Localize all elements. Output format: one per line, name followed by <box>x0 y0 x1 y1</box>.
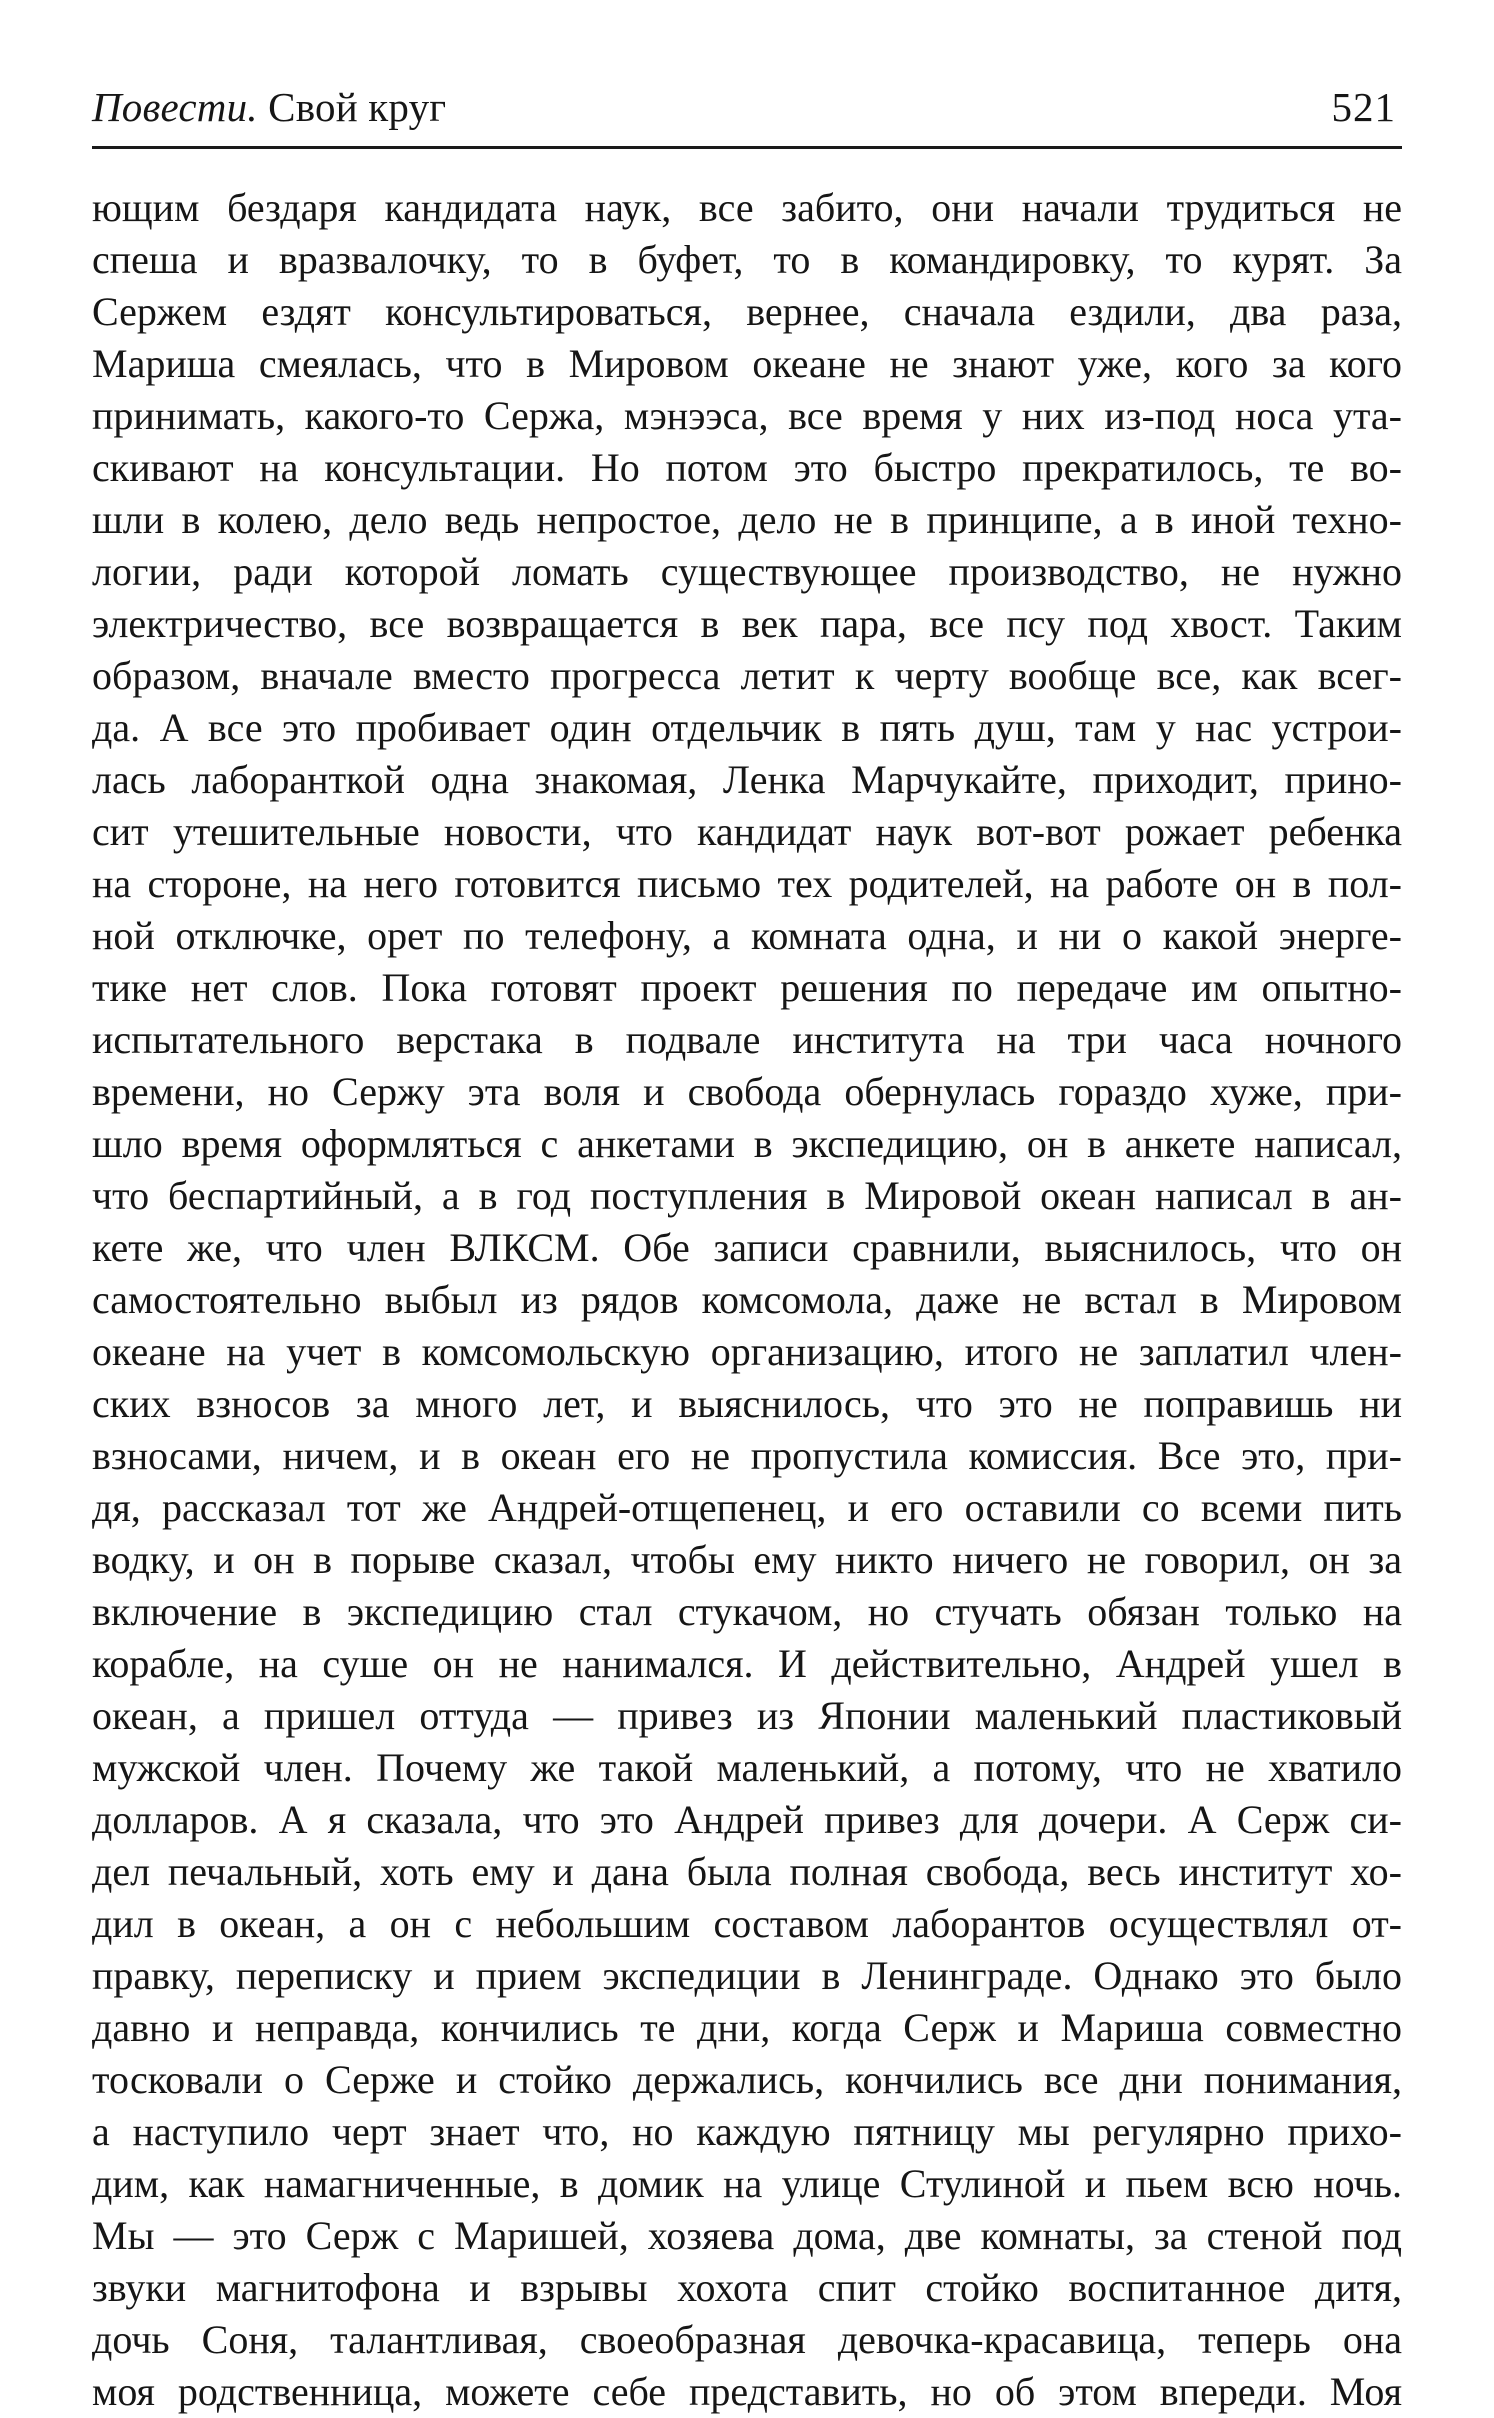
text-line: ющим бездаря кандидата наук, все забито, они начали трудиться не <box>92 185 1402 230</box>
text-line: звуки магнитофона и взрывы хохота спит стойко воспитанное дитя, <box>92 2265 1402 2310</box>
text-line: дочь Соня, талантливая, своеобразная девочка-красавица, теперь она <box>92 2317 1402 2362</box>
text-line: образом, вначале вместо прогресса летит к черту вообще все, как всег- <box>92 653 1402 698</box>
text-line: что беспартийный, а в год поступления в Мировой океан написал в ан- <box>92 1173 1402 1218</box>
text-line: сит утешительные новости, что кандидат наук вот-вот рожает ребенка <box>92 809 1402 854</box>
text-line: принимать, какого-то Сержа, мэнээса, все время у них из-под носа ута- <box>92 393 1402 438</box>
text-line: Сержем ездят консультироваться, вернее, сначала ездили, два раза, <box>92 289 1402 334</box>
text-line: взносами, ничем, и в океан его не пропустила комиссия. Все это, при- <box>92 1433 1402 1478</box>
running-head-title-italic: Повести. <box>92 84 258 130</box>
text-line: а наступило черт знает что, но каждую пятницу мы регулярно прихо- <box>92 2109 1402 2154</box>
text-line: корабле, на суше он не нанимался. И действительно, Андрей ушел в <box>92 1641 1402 1686</box>
text-line: на стороне, на него готовится письмо тех родителей, на работе он в пол- <box>92 861 1402 906</box>
page-number: 521 <box>1331 84 1396 130</box>
text-line: моя родственница, можете себе представить, но об этом впереди. Моя <box>92 2369 1402 2414</box>
text-line: Мы — это Серж с Маришей, хозяева дома, две комнаты, за стеной под <box>92 2213 1402 2258</box>
text-line: электричество, все возвращается в век пара, все псу под хвост. Таким <box>92 601 1402 646</box>
running-head <box>92 82 1402 142</box>
text-line: водку, и он в порыве сказал, чтобы ему никто ничего не говорил, он за <box>92 1537 1402 1582</box>
header-rule <box>92 146 1402 149</box>
text-line: спеша и вразвалочку, то в буфет, то в командировку, то курят. За <box>92 237 1402 282</box>
text-line: скивают на консультации. Но потом это быстро прекратилось, те во- <box>92 445 1402 490</box>
text-line: давно и неправда, кончились те дни, когда Серж и Мариша совместно <box>92 2005 1402 2050</box>
text-line: шло время оформляться с анкетами в экспедицию, он в анкете написал, <box>92 1121 1402 1166</box>
text-line: времени, но Сержу эта воля и свобода обернулась гораздо хуже, при- <box>92 1069 1402 1114</box>
running-head-title-rest: Свой круг <box>257 84 447 130</box>
text-line: океан, а пришел оттуда — привез из Японии маленький пластиковый <box>92 1693 1402 1738</box>
text-line: включение в экспедицию стал стукачом, но стучать обязан только на <box>92 1589 1402 1634</box>
book-page <box>92 0 1402 2414</box>
text-line: дел печальный, хоть ему и дана была полная свобода, весь институт хо- <box>92 1849 1402 1894</box>
text-line: ских взносов за много лет, и выяснилось, что это не поправишь ни <box>92 1381 1402 1426</box>
text-line: логии, ради которой ломать существующее производство, не нужно <box>92 549 1402 594</box>
text-line: испытательного верстака в подвале института на три часа ночного <box>92 1017 1402 1062</box>
body-text <box>92 182 1402 2418</box>
text-line: да. А все это пробивает один отдельчик в пять душ, там у нас устрои- <box>92 705 1402 750</box>
text-line: Мариша смеялась, что в Мировом океане не знают уже, кого за кого <box>92 341 1402 386</box>
text-line: самостоятельно выбыл из рядов комсомола, даже не встал в Мировом <box>92 1277 1402 1322</box>
text-line: правку, переписку и прием экспедиции в Ленинграде. Однако это было <box>92 1953 1402 1998</box>
text-line: океане на учет в комсомольскую организацию, итого не заплатил член- <box>92 1329 1402 1374</box>
text-line: лась лаборанткой одна знакомая, Ленка Марчукайте, приходит, прино- <box>92 757 1402 802</box>
text-line: кете же, что член ВЛКСМ. Обе записи сравнили, выяснилось, что он <box>92 1225 1402 1270</box>
text-line: мужской член. Почему же такой маленький, а потому, что не хватило <box>92 1745 1402 1790</box>
text-line: долларов. А я сказала, что это Андрей привез для дочери. А Серж си- <box>92 1797 1402 1842</box>
text-line: дя, рассказал тот же Андрей-отщепенец, и его оставили со всеми пить <box>92 1485 1402 1530</box>
text-line: тике нет слов. Пока готовят проект решения по передаче им опытно- <box>92 965 1402 1010</box>
text-line: дил в океан, а он с небольшим составом лаборантов осуществлял от- <box>92 1901 1402 1946</box>
text-line: шли в колею, дело ведь непростое, дело не в принципе, а в иной техно- <box>92 497 1402 542</box>
text-line: тосковали о Серже и стойко держались, кончились все дни понимания, <box>92 2057 1402 2102</box>
running-head-title <box>92 82 446 132</box>
text-line: дим, как намагниченные, в домик на улице Стулиной и пьем всю ночь. <box>92 2161 1402 2206</box>
text-line: ной отключке, орет по телефону, а комната одна, и ни о какой энерге- <box>92 913 1402 958</box>
